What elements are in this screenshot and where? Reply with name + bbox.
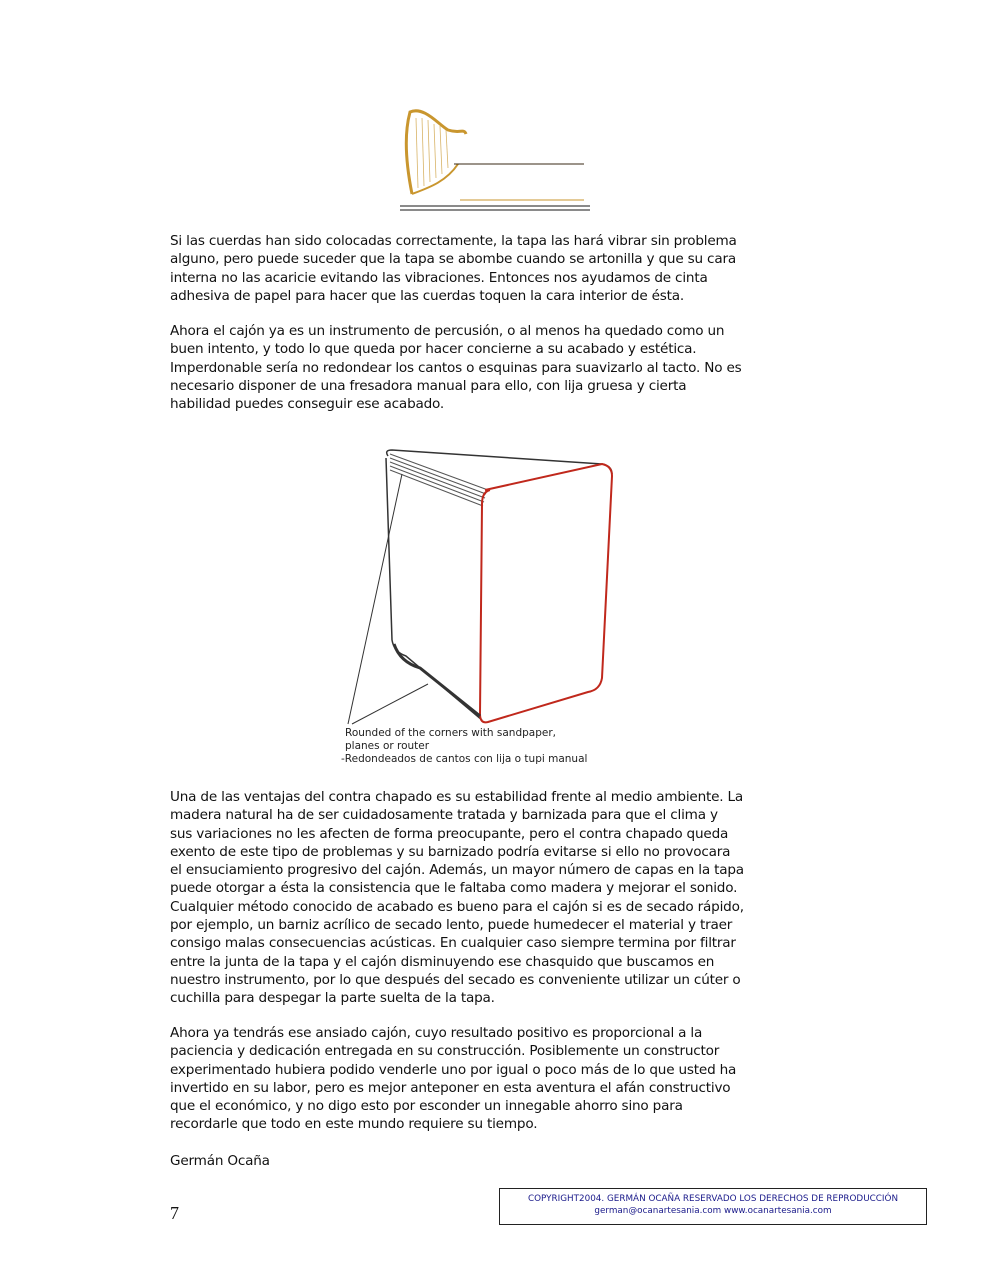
text-line: Cualquier método conocido de acabado es bueno para el cajón si es de secado rápido,: [170, 898, 744, 915]
signature: [170, 1152, 270, 1170]
copyright-line: COPYRIGHT2004. GERMÁN OCAÑA RESERVADO LOS DERECHOS DE REPRODUCCIÓN: [527, 1194, 899, 1204]
text-line: el ensuciamiento progresivo del cajón. Además, un mayor número de capas en la tapa: [170, 862, 744, 879]
text-line: nuestro instrumento, por lo que después del secado es conveniente utilizar un cúter o: [170, 971, 741, 988]
caption-line: Rounded of the corners with sandpaper,: [345, 727, 556, 739]
text-line: exento de este tipo de problemas y su barnizado podría evitarse si ello no provocara: [170, 843, 731, 860]
text-line: invertido en su labor, pero es mejor anteponer en esta aventura el afán constructivo: [170, 1079, 731, 1096]
text-line: madera natural ha de ser cuidadosamente tratada y barnizada para que el clima y: [170, 807, 718, 824]
text-line: experimentado hubiera podido venderle uno por igual o poco más de lo que usted ha: [170, 1061, 737, 1078]
text-line: por ejemplo, un barniz acrílico de secado lento, puede humedecer el material y traer: [170, 917, 733, 934]
text-line: paciencia y dedicación entregada en su construcción. Posiblemente un constructor: [170, 1043, 720, 1060]
text-line: buen intento, y todo lo que queda por hacer concierne a su acabado y estética.: [170, 341, 697, 358]
text-line: consigo malas consecuencias acústicas. En cualquier caso siempre termina por filtrar: [170, 935, 736, 952]
ocana-artesania-logo: [398, 104, 593, 212]
paragraph-2: [170, 322, 742, 413]
text-line: alguno, pero puede suceder que la tapa se abombe cuando se artonilla y que su cara: [170, 251, 736, 268]
text-line: interna no las acaricie evitando las vibraciones. Entonces nos ayudamos de cinta: [170, 269, 708, 286]
text-line: Ahora el cajón ya es un instrumento de percusión, o al menos ha quedado como un: [170, 323, 725, 339]
text-line: Una de las ventajas del contra chapado es su estabilidad frente al medio ambiente. La: [170, 789, 744, 805]
text-line: Imperdonable sería no redondear los cantos o esquinas para suavizarlo al tacto. No es: [170, 359, 742, 376]
text-line: necesario disponer de una fresadora manual para ello, con lija gruesa y cierta: [170, 377, 687, 394]
text-line: recordarle que todo en este mundo requiere su tiempo.: [170, 1116, 538, 1133]
text-line: Si las cuerdas han sido colocadas correctamente, la tapa las hará vibrar sin problema: [170, 233, 737, 249]
text-line: habilidad puedes conseguir ese acabado.: [170, 396, 445, 413]
paragraph-3: [170, 788, 744, 1008]
text-line: adhesiva de papel para hacer que las cuerdas toquen la cara interior de ésta.: [170, 287, 685, 304]
contact-line: german@ocanartesania.com www.ocanartesania.com: [594, 1206, 832, 1216]
text-line: cuchilla para despegar la parte suelta de la tapa.: [170, 990, 495, 1007]
caption-line: planes or router: [345, 740, 430, 752]
cajon-illustration: [340, 440, 630, 730]
copyright-box: [499, 1188, 927, 1225]
paragraph-1: [170, 232, 737, 305]
text-line: que el económico, y no digo esto por esconder un innegable ahorro sino para: [170, 1098, 683, 1115]
text-line: entre la junta de la tapa y el cajón disminuyendo ese chasquido que buscamos en: [170, 953, 715, 970]
text-line: sus variaciones no les afecten de forma preocupante, pero el contra chapado queda: [170, 825, 729, 842]
figure-caption: [341, 727, 588, 766]
caption-line: -Redondeados de cantos con lija o tupi manual: [341, 753, 588, 765]
text-line: Ahora ya tendrás ese ansiado cajón, cuyo resultado positivo es proporcional a la: [170, 1025, 703, 1041]
signature-text: Germán Ocaña: [170, 1153, 270, 1169]
page-number: 7: [170, 1203, 179, 1223]
paragraph-4: [170, 1024, 736, 1134]
text-line: puede otorgar a ésta la consistencia que le faltaba como madera y mejorar el sonido.: [170, 880, 738, 897]
